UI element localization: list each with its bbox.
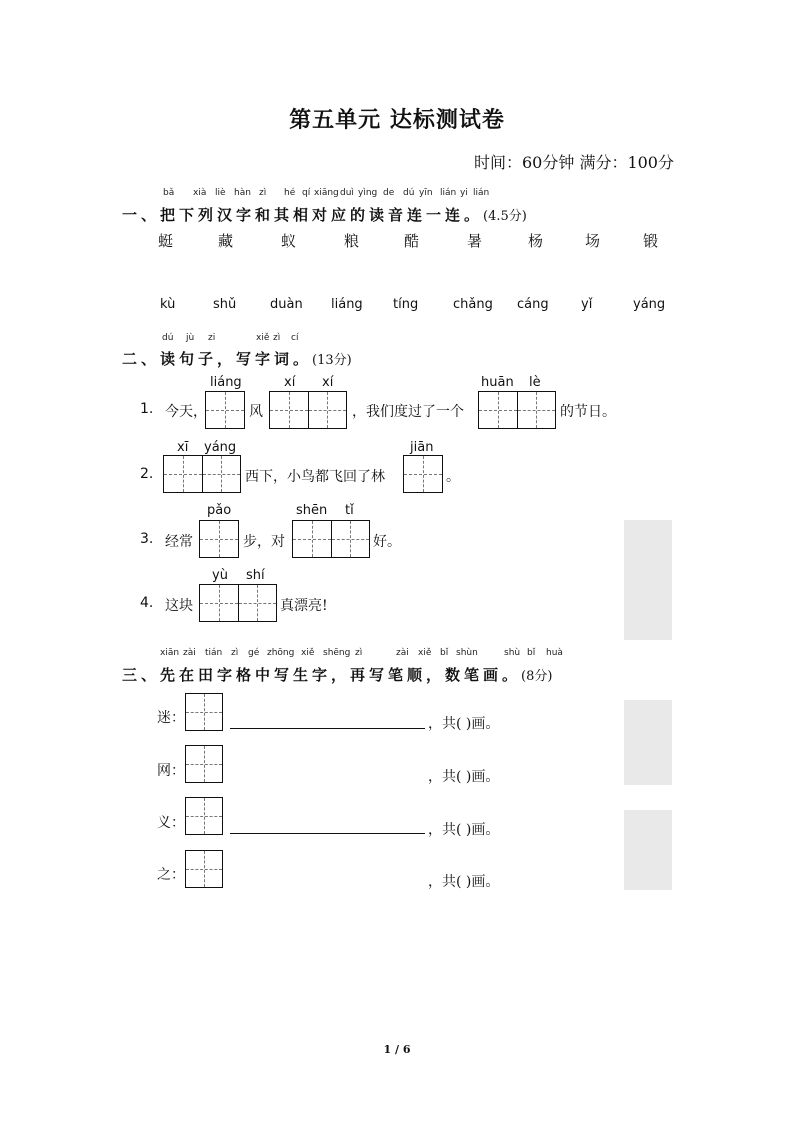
pinyin: xí	[284, 375, 296, 390]
tianzige-box[interactable]	[478, 391, 556, 429]
question-number: 3.	[140, 531, 154, 547]
pinyin: yáng	[204, 440, 237, 455]
pinyin: qí	[302, 188, 311, 198]
pinyin: zì	[273, 333, 281, 343]
pinyin: zhōng	[267, 648, 295, 658]
section1-pinyin-row	[163, 188, 523, 200]
reading: yǐ	[581, 297, 593, 312]
tianzige-box[interactable]	[205, 391, 245, 429]
tianzige-box[interactable]	[403, 455, 443, 493]
q1-text-before: 今天，	[165, 404, 207, 420]
pinyin: hé	[284, 188, 296, 198]
q2-text-after: 。	[446, 469, 460, 485]
reading: chǎng	[453, 297, 493, 312]
page-number: 1 / 6	[383, 1043, 411, 1056]
hanzi: 蜓	[158, 232, 174, 250]
reading: tíng	[393, 297, 419, 312]
pinyin: zì	[259, 188, 267, 198]
pinyin: liè	[215, 188, 226, 198]
pinyin: lián	[473, 188, 490, 198]
tianzige-box[interactable]	[292, 520, 370, 558]
section1-points: (4.5分)	[483, 209, 527, 224]
hanzi: 酷	[404, 232, 420, 250]
reading: cáng	[517, 297, 549, 312]
section2-pinyin-row	[160, 333, 360, 345]
pinyin: shù	[504, 648, 521, 658]
hanzi: 蚁	[281, 232, 297, 250]
pinyin: xí	[322, 375, 334, 390]
section1-label: 一、把下列汉字和其相对应的读音连一连。	[122, 206, 484, 224]
pinyin: xià	[193, 188, 207, 198]
reading: kù	[160, 297, 176, 312]
tianzige-box[interactable]	[185, 745, 223, 783]
reading: duàn	[270, 297, 303, 312]
section2-heading	[122, 348, 352, 369]
pinyin: lián	[440, 188, 457, 198]
section3-heading	[122, 664, 552, 685]
page-title: 第五单元 达标测试卷	[289, 107, 505, 133]
pinyin: jiān	[410, 440, 434, 455]
q4-text-after: 真漂亮!	[280, 598, 328, 614]
section3-label: 三、先在田字格中写生字，再写笔顺，数笔画。	[122, 666, 522, 684]
pinyin: shēng	[323, 648, 351, 658]
reading: yáng	[633, 297, 666, 312]
pinyin: hàn	[234, 188, 251, 198]
q3-text-mid: 步，对	[243, 534, 285, 550]
pinyin: zài	[396, 648, 409, 658]
pinyin: xiān	[160, 648, 180, 658]
stroke-char: 迷：	[157, 710, 185, 726]
pinyin: bǐ	[440, 648, 449, 658]
pinyin: dú	[403, 188, 415, 198]
exam-meta: 时间：60分钟 满分：100分	[474, 153, 674, 172]
tianzige-box[interactable]	[185, 693, 223, 731]
pinyin: zài	[183, 648, 196, 658]
pinyin: bǐ	[527, 648, 536, 658]
section3-pinyin-row	[160, 648, 580, 660]
stroke-count-text: ，共( )画。	[428, 769, 500, 785]
pinyin: tián	[205, 648, 223, 658]
question-number: 2.	[140, 466, 154, 482]
section3-points: (8分)	[521, 669, 553, 684]
pinyin: xiāng	[314, 188, 339, 198]
tianzige-box[interactable]	[185, 797, 223, 835]
question-number: 1.	[140, 401, 154, 417]
pinyin: yi	[460, 188, 468, 198]
hanzi: 藏	[218, 232, 234, 250]
pinyin: yù	[212, 568, 228, 583]
pinyin: xī	[177, 440, 189, 455]
pinyin: de	[383, 188, 395, 198]
pinyin: zì	[231, 648, 239, 658]
section1-readings	[0, 297, 794, 317]
pinyin: cí	[291, 333, 299, 343]
tianzige-box[interactable]	[199, 520, 239, 558]
q4-text-before: 这块	[165, 598, 193, 614]
hanzi: 粮	[344, 232, 360, 250]
pinyin: xiě	[301, 648, 315, 658]
pinyin: shùn	[456, 648, 478, 658]
q2-text-mid: 西下，小鸟都飞回了林	[245, 469, 385, 485]
watermark	[624, 700, 672, 785]
q1-text-after: 的节日。	[560, 404, 616, 420]
stroke-char: 之：	[157, 867, 185, 883]
pinyin: shēn	[296, 503, 328, 518]
pinyin: tǐ	[345, 503, 354, 518]
hanzi: 锻	[643, 232, 659, 250]
pinyin: gé	[248, 648, 260, 658]
pinyin: pǎo	[207, 503, 232, 518]
q3-text-before: 经常	[165, 534, 193, 550]
stroke-order-line[interactable]	[230, 833, 425, 834]
pinyin: liáng	[210, 375, 242, 390]
pinyin: shí	[246, 568, 265, 583]
question-number: 4.	[140, 595, 154, 611]
stroke-count-text: ，共( )画。	[428, 716, 500, 732]
hanzi: 暑	[467, 232, 483, 250]
stroke-char: 网：	[157, 763, 185, 779]
watermark	[624, 810, 672, 890]
pinyin: huà	[546, 648, 563, 658]
hanzi: 场	[585, 232, 601, 250]
tianzige-box[interactable]	[269, 391, 347, 429]
pinyin: lè	[529, 375, 541, 390]
hanzi: 杨	[528, 232, 544, 250]
section2-points: (13分)	[312, 353, 352, 368]
q3-text-after: 好。	[373, 534, 401, 550]
q1-text-mid2: ，我们度过了一个	[352, 404, 464, 420]
stroke-order-line[interactable]	[230, 728, 425, 729]
pinyin: dú	[162, 333, 174, 343]
stroke-char: 义：	[157, 815, 185, 831]
section1-heading	[122, 204, 527, 225]
tianzige-box[interactable]	[199, 584, 277, 622]
stroke-count-text: ，共( )画。	[428, 822, 500, 838]
pinyin: duì	[340, 188, 354, 198]
pinyin: bǎ	[163, 188, 175, 198]
q1-text-mid: 风	[249, 404, 263, 420]
pinyin: zì	[355, 648, 363, 658]
pinyin: yīn	[419, 188, 433, 198]
tianzige-box[interactable]	[163, 455, 241, 493]
pinyin: jù	[186, 333, 195, 343]
pinyin: huān	[481, 375, 514, 390]
tianzige-box[interactable]	[185, 850, 223, 888]
section1-characters	[0, 230, 794, 250]
section2-label: 二、读句子，写字词。	[122, 350, 313, 368]
pinyin: xiě	[418, 648, 432, 658]
watermark	[624, 520, 672, 640]
reading: shǔ	[213, 297, 237, 312]
pinyin: xiě	[256, 333, 270, 343]
stroke-count-text: ，共( )画。	[428, 874, 500, 890]
pinyin: yìng	[358, 188, 378, 198]
pinyin: zi	[208, 333, 216, 343]
reading: liáng	[331, 297, 363, 312]
